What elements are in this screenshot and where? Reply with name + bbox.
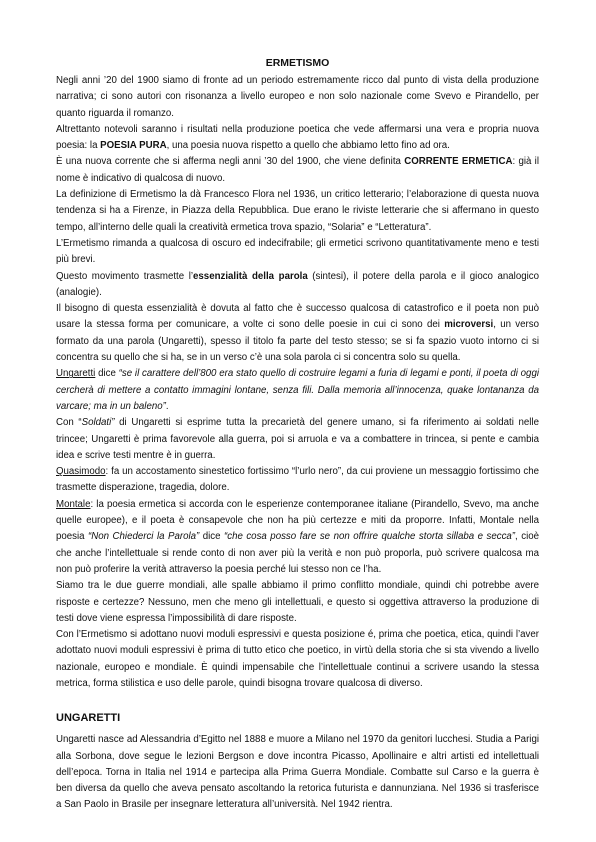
underlined-name-montale: Montale [56,498,91,510]
paragraph-poesia-pura [56,122,539,155]
text-segment: : fa un accostamento sinestetico fortissimo “l’urlo nero”, da cui proviene un messaggio fortissimo che trasmette disperazione, tragedia, dolore. [56,466,539,494]
italic-title-soldati: Soldati” [81,417,115,429]
paragraph-microversi [56,301,539,366]
text-segment: dice [95,368,119,380]
paragraph-montale [56,497,539,578]
text-segment: (sintesi), il potere della parola e il gioco analogico (analogie). [56,270,539,298]
text-segment: . [165,400,169,412]
paragraph-soldati [56,415,539,464]
paragraph-moduli: Con l’Ermetismo si adottano nuovi moduli espressivi e questa posizione é, prima che poetica, etica, quindi l’aver adottato nuovi moduli espressivi è prima di tutto etico che poetico, in virtù della storia che si sta vivendo a livello nazionale, europeo e mondiale. È quindi impensabile che l’intellettuale continui a scrivere usando la stessa metrica, forma stilistica e uso delle parole, quindi bisogna trovare qualcosa di diverso. [56,629,539,689]
paragraph-intro: Negli anni ’20 del 1900 siamo di fronte ad un periodo estremamente ricco dal punto di vista della produzione narrativa; ci sono autori con risonanza a livello europeo e non solo nazionale come Svevo e Pirandello, per quanto riguarda il romanzo. [56,75,539,119]
paragraph-oscuro: L’Ermetismo rimanda a qualcosa di oscuro ed indecifrabile; gli ermetici scrivono quantitativamente meno e testi più brevi. [56,237,539,266]
bold-term-poesia-pura: POESIA PURA [100,140,167,152]
paragraph-ungaretti-bio: Ungaretti nasce ad Alessandria d’Egitto nel 1888 e muore a Milano nel 1970 da genitori lucchesi. Studia a Parigi alla Sorbona, dove segue le lezioni Bergson e dove incontra Picasso, Apollinaire e altri artisti ed intellettuali dell’epoca. Torna in Italia nel 1914 e partecipa alla Prima Guerra Mondiale. Combatte sul Carso e la guerra è ben diversa da quello che aveva pensato ascoltando la retorica futurista e dannunziana. Nel 1936 si trasferisce a San Paolo in Brasile per insegnare letteratura all’università. Nel 1942 rientra. [56,734,539,811]
underlined-name-quasimodo: Quasimodo [56,466,106,478]
italic-quote: “se il carattere dell’800 era stato quello di costruire legami a furia di legami e ponti, il poeta di oggi cercherà di mettere a contatto immagini lontane, senza fili. Dalla memoria all’innocenza, quake lontananza da varcare; ma in un baleno” [56,368,539,412]
text-segment: : la poesia ermetica si accorda con le esperienze contemporanee italiane (Pirandello, Svevo, ma anche quelle europee), e il poeta è consapevole che non ha più certezze e miti da proporre. Infatti, Montale nella poesia [56,498,539,543]
text-segment: dice [199,531,224,543]
text-segment: di Ungaretti si esprime tutta la precarietà del genere umano, si fa riferimento ai soldati nelle trincee; Ungaretti è prima favorevole alla guerra, poi si arruola e va a combattere in trincea, si pente e cambia idea e scrive testi mentre è in guerra. [56,417,539,461]
section-heading-ungaretti: UNGARETTI [56,712,121,725]
text-segment: È una nuova corrente che si afferma negli anni ’30 del 1900, che viene definita [56,156,405,168]
bold-term-corrente-ermetica: CORRENTE ERMETICA [404,156,513,168]
paragraph-quasimodo [56,464,539,497]
paragraph-essenzialita [56,269,539,302]
underlined-name-ungaretti: Ungaretti [56,368,96,380]
italic-title-poem: “Non Chiederci la Parola” [88,531,200,543]
paragraph-guerre: Siamo tra le due guerre mondiali, alle spalle abbiamo il primo conflitto mondiale, quindi chi potrebbe avere risposte e certezze? Nessuno, men che meno gli intellettuali, e questo si oggettiva attraverso la produzione di testi dove viene espressa l’impossibilità di dare risposte. [56,580,539,624]
bold-term-essenzialita: essenzialità della parola [193,270,308,282]
text-segment: Il bisogno di questa essenzialità è dovuta al fatto che è successo qualcosa di catastrofico e il poeta non può usare la stessa forma per comunicare, a volte ci sono delle poesie in cui ci sono dei [56,303,539,331]
text-segment: : già il nome è indicativo di qualcosa di nuovo. [56,156,539,184]
text-segment: Questo movimento trasmette l’ [56,270,194,282]
bold-term-microversi: microversi [444,319,494,331]
document-title: ERMETISMO [265,57,330,69]
document-page [56,55,539,814]
text-segment: Con “ [56,417,82,429]
text-segment: , un verso formato da una parola (Ungaretti), spesso il titolo fa parte del testo stesso; se si fa spazio vuoto intorno ci si concentra su quello che si ha, se in un verso c’è una sola parola ci si concentra solo su quella. [56,319,540,364]
paragraph-corrente-ermetica [56,154,539,187]
italic-quote: “che cosa posso fare se non offrire qualche storta sillaba e secca” [224,531,516,543]
text-segment: , una poesia nuova rispetto a quello che abbiamo letto fino ad ora. [166,140,450,152]
paragraph-definizione: La definizione di Ermetismo la dà Francesco Flora nel 1936, un critico letterario; l’elaborazione di questa nuova tendenza si ha a Firenze, in Piazza della Repubblica. Due erano le riviste letterarie che si affermano in questo tempo, all’interno delle quali la creatività ermetica trova spazio, “Solaria” e “Letteratura”. [56,189,539,233]
paragraph-ungaretti-quote [56,366,539,415]
text-segment: Altrettanto notevoli saranno i risultati nella produzione poetica che vede affermarsi una vera e propria nuova poesia: la [56,123,539,152]
text-segment: , cioè che anche l’intellettuale si rende conto di non aver più la verità e non può proporla, può scrivere qualcosa ma non può proferire la verità attraverso la poesia perché lui stesso non ce l’ha. [56,531,539,575]
